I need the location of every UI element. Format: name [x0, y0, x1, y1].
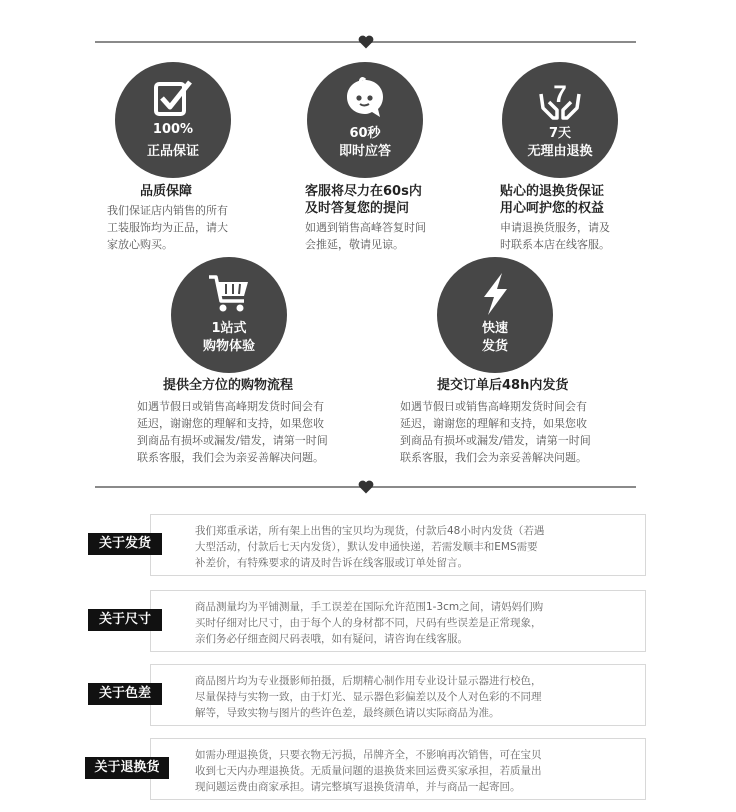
notice-row-color: [150, 664, 646, 726]
badge-line2: 无理由退换: [527, 144, 593, 159]
feature-title: 品质保障: [140, 184, 193, 199]
notice-text: 我们郑重承诺，所有架上出售的宝贝均为现货，付款后48小时内发货（若遇 大型活动，付款后七天内发货），默认发申通快递，若需发顺丰和EMS需要 补差价，有特殊要求的请及时告诉在线客服或订单处留言。: [195, 525, 545, 569]
heart-icon: [358, 35, 374, 49]
badge-genuine: [115, 62, 231, 178]
badge-line1: 1站式: [211, 321, 247, 336]
feature-description: 如遇节假日或销售高峰期发货时间会有 延迟，谢谢您的理解和支持，如果您收 到商品有损坏或漏发/错发，请第一时间 联系客服，我们会为亲妥善解决问题。: [137, 400, 328, 464]
notice-text: 商品测量均为平铺测量，手工误差在国际允许范围1-3cm之间，请妈妈们购 买时仔细对比尺寸，由于每个人的身材都不同，尺码有些误差是正常现象， 亲们务必仔细查阅尺码表哦，如有疑问，请咨询在线客服。: [195, 601, 544, 645]
notice-text: 商品图片均为专业摄影师拍摄，后期精心制作用专业设计显示器进行校色， 尽量保持与实物一致，由于灯光、显示器色彩偏差以及个人对色彩的不同理 解等，导致实物与图片的些许色差，最终颜色请以实际商品为准。: [195, 675, 542, 719]
feature-title: 贴心的退换货保证 用心呵护您的权益: [500, 184, 605, 216]
lightning-icon: [437, 271, 553, 317]
badge-instant-reply: [307, 62, 423, 178]
feature-title: 客服将尽力在60s内 及时答复您的提问: [305, 184, 422, 216]
notice-text: 如需办理退换货，只要衣物无污损，吊牌齐全，不影响再次销售，可在宝贝 收到七天内办理退换货。无质量问题的退换货来回运费买家承担，若质量出 现问题运费由商家承担。请完整填写退换货清单，并与商品一起寄回。: [195, 749, 542, 793]
chat-bubble-icon: [307, 76, 423, 122]
badge-line2: 正品保证: [146, 144, 199, 159]
badge-line2: 购物体验: [202, 339, 255, 354]
badge-seven-day-return: [502, 62, 618, 178]
feature-description: 申请退换货服务，请及 时联系本店在线客服。: [500, 221, 610, 251]
feature-description: 如遇到销售高峰答复时间 会推延，敬请见谅。: [305, 221, 426, 251]
badge-line1: 100%: [152, 122, 194, 137]
shopping-cart-icon: [171, 271, 287, 317]
feature-description: 如遇节假日或销售高峰期发货时间会有 延迟，谢谢您的理解和支持，如果您收 到商品有损坏或漏发/错发，请第一时间 联系客服，我们会为亲妥善解决问题。: [400, 400, 591, 464]
badge-line1: 60秒: [349, 126, 381, 141]
feature-description: 我们保证店内销售的所有 工装服饰均为正品，请大 家放心购买。: [107, 204, 228, 251]
notice-label: 关于色差: [88, 683, 162, 705]
badge-fast-delivery: [437, 257, 553, 373]
hands-seven-icon: [502, 76, 618, 122]
badge-line2: 即时应答: [338, 144, 391, 159]
svg-text:7: 7: [553, 81, 567, 108]
notice-label: 关于退换货: [85, 757, 169, 779]
badge-line2: 发货: [481, 339, 508, 354]
notice-row-size: [150, 590, 646, 652]
feature-title: 提供全方位的购物流程: [163, 378, 294, 393]
notice-row-shipping: [150, 514, 646, 576]
heart-icon: [358, 480, 374, 494]
checkbox-icon: [115, 76, 231, 122]
notice-label: 关于发货: [88, 533, 162, 555]
badge-one-stop: [171, 257, 287, 373]
notice-label: 关于尺寸: [88, 609, 162, 631]
badge-line1: 7天: [548, 126, 572, 141]
feature-title: 提交订单后48h内发货: [437, 378, 569, 393]
notice-row-returns: [150, 738, 646, 800]
badge-line1: 快速: [481, 321, 508, 336]
